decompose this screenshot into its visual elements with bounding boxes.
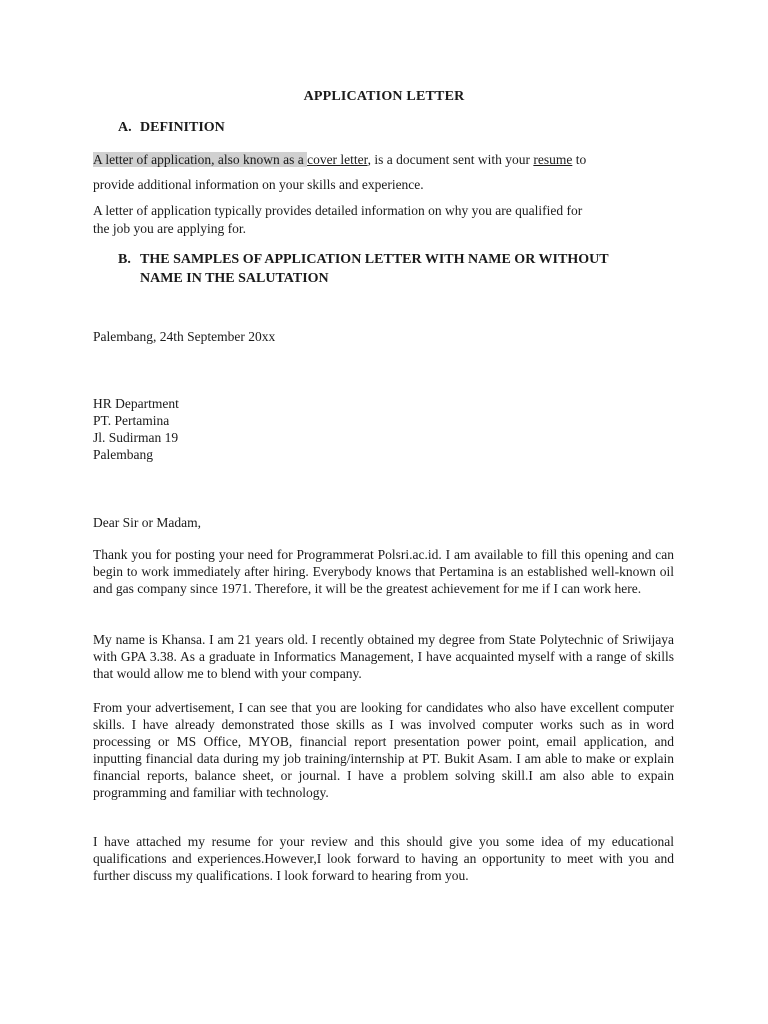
section-a-title: DEFINITION — [140, 120, 225, 135]
section-b-marker: B. — [118, 252, 131, 267]
section-a-heading — [118, 120, 699, 136]
section-a-marker: A. — [118, 120, 132, 135]
section-b-title-line2: NAME IN THE SALUTATION — [140, 271, 329, 286]
section-b-heading — [118, 252, 674, 268]
letter-paragraph-1: Thank you for posting your need for Programmerat Polsri.ac.id. I am available to fill this opening and can begin to work immediately after hiring. Everybody knows that Pertamina is an established well-known oil and gas company since 1971. Therefore, it will be the greatest achievement for me if I can work here. — [93, 547, 674, 596]
highlighted-text: A letter of application, also known as a — [93, 152, 308, 167]
letter-paragraph-2: My name is Khansa. I am 21 years old. I recently obtained my degree from State Polytechnic of Sriwijaya with GPA 3.38. As a graduate in Informatics Management, I have acquainted myself with a range of skills that would allow me to blend with your company. — [93, 632, 674, 681]
address-line: Jl. Sudirman 19 — [93, 430, 179, 445]
letter-paragraph-3: From your advertisement, I can see that you are looking for candidates who also have excellent computer skills. I have already demonstrated those skills as I was involved computer works such as in word processing or MS Office, MYOB, financial report presentation power point, email application, and inputting financial data during my job training/internship at PT. Bukit Asam. I am able to make or explain financial reports, balance sheet, or journal. I have a problem solving skill.I am also able to expain programming and familiar with technology. — [93, 700, 674, 800]
para1-mid-text: , is a document sent with your — [367, 152, 534, 167]
definition-para1-line2: provide additional information on your skills and experience. — [93, 177, 424, 192]
address-line: HR Department — [93, 396, 179, 411]
para1-end-text: to — [572, 152, 587, 167]
letter-paragraph-4: I have attached my resume for your review and this should give you some idea of my educational qualifications and experiences.However,I look forward to having an opportunity to meet with you and further discuss my qualifications. I look forward to hearing from you. — [93, 834, 674, 883]
definition-para1-line1 — [93, 151, 674, 168]
address-line: PT. Pertamina — [93, 413, 170, 428]
section-b-title-line1: THE SAMPLES OF APPLICATION LETTER WITH NAME OR WITHOUT — [140, 252, 609, 267]
definition-para2-line2: the job you are applying for. — [93, 221, 246, 236]
definition-para2-line1: A letter of application typically provides detailed information on why you are qualified for — [93, 203, 583, 218]
resume-link[interactable]: resume — [533, 152, 573, 167]
address-line: Palembang — [93, 447, 153, 462]
document-title: APPLICATION LETTER — [303, 89, 465, 104]
cover-letter-link[interactable]: cover letter — [307, 152, 368, 167]
recipient-address — [93, 395, 674, 463]
letter-date: Palembang, 24th September 20xx — [93, 329, 276, 344]
letter-salutation: Dear Sir or Madam, — [93, 515, 201, 530]
